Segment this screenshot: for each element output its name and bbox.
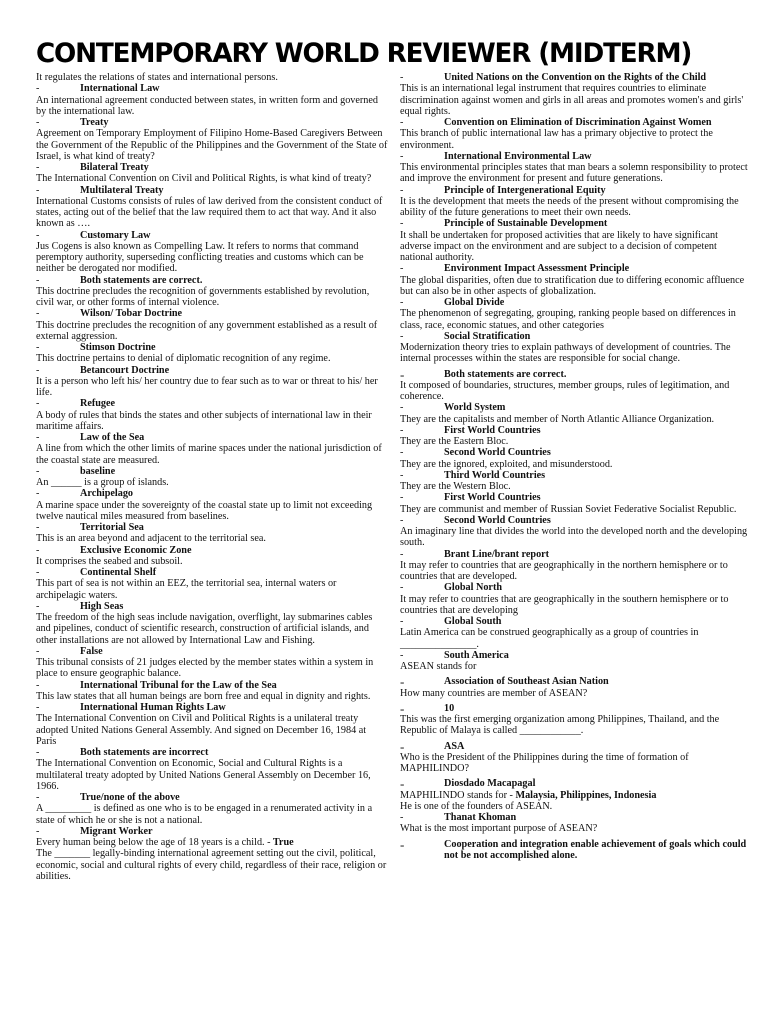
question-text-main: Latin America can be construed geographically as a group of countries in _______________. — [400, 627, 699, 650]
qa-item — [400, 650, 748, 673]
answer-line — [400, 616, 748, 627]
answer-line — [400, 151, 748, 162]
qa-item — [400, 185, 748, 219]
qa-item — [400, 425, 748, 448]
qa-item — [400, 263, 748, 297]
question-text-main: This doctrine precludes the recognition of governments established by revolution, civil war, or other forms of internal violence. — [36, 285, 370, 308]
answer-line — [36, 162, 388, 173]
answer-text: Treaty — [80, 117, 109, 128]
answer-dash: - — [400, 548, 404, 560]
question-text-main: They are the ignored, exploited, and misunderstood. — [400, 458, 613, 470]
answer-line — [36, 342, 388, 353]
question-text — [400, 436, 748, 447]
qa-item — [36, 410, 388, 444]
answer-text: First World Countries — [444, 492, 541, 504]
answer-text: Environment Impact Assessment Principle — [444, 263, 630, 275]
question-text-main: This branch of public international law has a primary objective to protect the environment. — [400, 128, 713, 151]
answer-text: Refugee — [80, 398, 116, 410]
question-text — [400, 128, 748, 151]
answer-text: Both statements are correct. — [444, 368, 567, 380]
answer-dash: - — [36, 792, 40, 803]
question-text — [36, 657, 388, 680]
qa-item — [400, 470, 748, 493]
answer-line — [36, 702, 388, 713]
answer-text: False — [80, 645, 103, 657]
question-text — [400, 162, 748, 185]
question-text-main: It composed of boundaries, structures, member groups, rules of legitimation, and coherence. — [400, 379, 730, 402]
question-text — [400, 275, 748, 298]
answer-text: Thanat Khoman — [444, 812, 517, 823]
question-text — [36, 612, 388, 646]
answer-dash: - — [36, 679, 40, 691]
question-text — [36, 477, 388, 488]
answer-line — [36, 680, 388, 691]
qa-item — [400, 151, 748, 185]
question-text-main: How many countries are member of ASEAN? — [400, 687, 588, 699]
answer-text: Exclusive Economic Zone — [80, 544, 192, 556]
question-text-main: A line from which the other limits of marine spaces under the national jurisdiction of the coastal state are measured. — [36, 443, 382, 466]
answer-line — [400, 738, 748, 754]
answer-text: Multilateral Treaty — [80, 184, 164, 196]
question-text: He is one of the founders of ASEAN. — [400, 800, 553, 812]
qa-item — [36, 533, 388, 556]
answer-dash: - — [36, 162, 40, 173]
question-text-main: This environmental principles states that man bears a solemn responsibility to protect and improve the environment for present and future generations. — [400, 162, 748, 185]
answer-line — [36, 567, 388, 578]
answer-line — [400, 218, 748, 229]
answer-text: Brant Line/brant report — [444, 548, 550, 560]
answer-text: Social Stratification — [444, 330, 531, 342]
qa-item — [36, 713, 388, 758]
answer-dash: - — [36, 342, 40, 353]
answer-dash: - — [400, 776, 405, 792]
answer-line — [36, 432, 388, 443]
qa-item — [400, 515, 748, 549]
qa-item — [36, 376, 388, 410]
answer-text: International Human Rights Law — [80, 702, 226, 713]
answer-dash: - — [36, 432, 40, 443]
answer-dash: - — [400, 72, 404, 83]
question-text-main: This is an area beyond and adjacent to the territorial sea. — [36, 533, 266, 545]
qa-item — [400, 447, 748, 470]
question-text — [400, 308, 748, 331]
answer-dash: - — [36, 398, 40, 410]
answer-text: High Seas — [80, 600, 124, 612]
qa-item — [36, 173, 388, 196]
answer-text: International Law — [80, 83, 160, 95]
answer-dash: - — [400, 330, 404, 342]
answer-dash: - — [400, 674, 405, 690]
answer-dash: - — [36, 747, 40, 758]
question-text — [36, 286, 388, 309]
question-text — [36, 128, 388, 162]
question-text — [400, 459, 748, 470]
qa-item — [36, 803, 388, 837]
question-text-main: A _________ is defined as one who is to be engaged in a renumerated activity in a state of which he or she is not a national. — [36, 803, 373, 826]
answer-line — [36, 398, 388, 409]
question-text-main: They are communist and member of Russian Soviet Federative Socialist Republic. — [400, 503, 737, 515]
question-text-main: It may refer to countries that are geographically in the southern hemisphere or to countries that are developing — [400, 593, 729, 616]
question-text — [400, 627, 748, 650]
answer-line — [36, 488, 388, 499]
question-text — [400, 83, 748, 117]
answer-text: South America — [444, 649, 509, 661]
qa-item — [36, 657, 388, 691]
answer-line — [36, 747, 388, 758]
question-text — [400, 714, 748, 737]
inline-answer: Malaysia, Philippines, Indonesia — [512, 789, 657, 801]
question-text-main: Modernization theory tries to explain pathways of development of countries. The internal processes within the states are responsible for social change. — [400, 342, 731, 365]
answer-line — [36, 601, 388, 612]
answer-dash: - — [36, 544, 40, 556]
answer-dash: - — [400, 616, 404, 627]
answer-text: Principle of Sustainable Development — [444, 218, 608, 230]
qa-item — [36, 241, 388, 286]
answer-dash: - — [400, 117, 404, 128]
question-text — [400, 481, 748, 492]
answer-line — [36, 275, 388, 286]
question-text-main: International Customs consists of rules of law derived from the consistent conduct of states, acting out of the belief that the law required them to act that way. And it also known as …. — [36, 195, 383, 230]
question-text-main: An international agreement conducted between states, in written form and governed by the international law. — [36, 94, 379, 117]
question-text — [400, 380, 748, 403]
answer-text: Diosdado Macapagal — [444, 778, 536, 790]
answer-dash: - — [36, 274, 40, 286]
qa-item — [400, 297, 748, 331]
question-text-main: It regulates the relations of states and international persons. — [36, 72, 278, 83]
answer-text: Third World Countries — [444, 469, 546, 481]
answer-dash: - — [36, 825, 40, 837]
qa-item — [36, 95, 388, 129]
qa-item — [36, 578, 388, 612]
qa-item — [36, 837, 388, 882]
question-text-main: What is the most important purpose of ASEAN? — [400, 823, 598, 835]
question-text-main: Jus Cogens is also known as Compelling Law. It refers to norms that command peremptory authority, superseding conflicting treaties and customs which can be neither be derogated nor modified. — [36, 240, 364, 275]
question-text — [400, 342, 748, 365]
answer-line — [36, 117, 388, 128]
answer-text: First World Countries — [444, 424, 541, 436]
question-text-main: A body of rules that binds the states and other subjects of international law in their maritime affairs. — [36, 409, 372, 432]
answer-dash: - — [400, 424, 404, 436]
answer-line — [400, 425, 748, 436]
question-text-main: ASEAN stands for — [400, 661, 477, 672]
answer-dash: - — [36, 600, 40, 612]
question-text-main: They are the Western Bloc. — [400, 481, 511, 492]
answer-text: Convention on Elimination of Discrimination Against Women — [444, 117, 712, 128]
answer-text: Migrant Worker — [80, 825, 153, 837]
answer-dash: - — [400, 700, 405, 716]
question-text-main: Who is the President of the Philippines during the time of formation of MAPHILINDO? — [400, 751, 689, 774]
question-text — [36, 691, 388, 702]
question-text — [400, 594, 748, 617]
answer-text: Global Divide — [444, 297, 505, 308]
answer-line — [400, 650, 748, 661]
answer-line — [400, 263, 748, 274]
question-text — [400, 504, 748, 515]
answer-line — [36, 230, 388, 241]
answer-text: Association of Southeast Asian Nation — [444, 676, 609, 688]
question-text — [36, 320, 388, 343]
qa-item — [400, 676, 748, 699]
qa-item — [400, 549, 748, 583]
question-text — [400, 414, 748, 425]
qa-item — [36, 443, 388, 477]
answer-line — [400, 366, 748, 382]
answer-line — [400, 117, 748, 128]
question-text-main: This doctrine precludes the recognition of any government established as a result of external aggression. — [36, 319, 378, 342]
qa-item — [400, 738, 748, 775]
question-text — [400, 230, 748, 264]
answer-line — [400, 674, 748, 690]
question-text-main: The International Convention on Civil and Political Rights, is what kind of treaty? — [36, 173, 372, 185]
answer-dash: - — [36, 522, 40, 533]
answer-dash: - — [400, 492, 404, 504]
answer-text: International Environmental Law — [444, 150, 592, 162]
answer-line — [400, 582, 748, 593]
question-text-main: The phenomenon of segregating, grouping, ranking people based on differences in class, race, economic statues, and other categories — [400, 308, 736, 331]
question-text-main: It may refer to countries that are geographically in the northern hemisphere or to countries that are developed. — [400, 559, 728, 582]
question-text — [36, 196, 388, 230]
question-text — [400, 560, 748, 583]
qa-item — [36, 353, 388, 376]
answer-text: Global South — [444, 616, 502, 627]
question-text — [400, 752, 748, 775]
answer-line — [400, 700, 748, 716]
question-text — [36, 376, 388, 399]
question-text — [36, 533, 388, 544]
question-text — [36, 500, 388, 523]
qa-item — [36, 196, 388, 241]
question-text-main: An ______ is a group of islands. — [36, 477, 169, 488]
answer-dash: - — [36, 567, 40, 578]
answer-dash: - — [36, 702, 40, 713]
answer-line — [400, 515, 748, 526]
question-text-main: They are the capitalists and member of North Atlantic Alliance Organization. — [400, 413, 715, 425]
answer-text: Global North — [444, 582, 503, 594]
question-text-main: The International Convention on Civil and Political Rights is a unilateral treaty adopted United Nations General Assembly. And signed on December 16, 1984 at Paris — [36, 713, 367, 747]
question-text-main: The freedom of the high seas include navigation, overflight, lay submarines cables and pipelines, conduct of scientific research, construction of artificial islands, and other installations are not allowed by International Law and Fishing. — [36, 612, 373, 646]
question-text — [36, 713, 388, 747]
question-text — [400, 526, 748, 549]
question-text — [36, 578, 388, 601]
answer-text: United Nations on the Convention on the Rights of the Child — [444, 72, 707, 83]
qa-item — [36, 477, 388, 500]
qa-item — [400, 117, 748, 151]
answer-line — [400, 836, 748, 862]
answer-dash: - — [400, 218, 404, 230]
qa-item — [400, 812, 748, 835]
answer-dash: - — [400, 469, 404, 481]
question-text-main: It is a person who left his/ her country due to fear such as to war or threat to his/ her life. — [36, 375, 378, 398]
question-text-main: It comprises the seabed and subsoil. — [36, 555, 183, 567]
answer-line — [400, 72, 748, 83]
answer-text: Territorial Sea — [80, 522, 144, 533]
answer-dash: - — [36, 465, 40, 477]
qa-item — [400, 72, 748, 117]
answer-dash: - — [36, 229, 40, 241]
qa-item — [400, 836, 748, 862]
qa-item — [36, 612, 388, 657]
question-text-main: This law states that all human beings are born free and equal in dignity and rights. — [36, 690, 371, 702]
question-text-main: This part of sea is not within an EEZ, the territorial sea, internal waters or archipelagic waters. — [36, 578, 337, 601]
answer-text: Continental Shelf — [80, 567, 157, 578]
answer-line — [36, 522, 388, 533]
answer-text: baseline — [80, 465, 116, 477]
answer-dash: - — [400, 582, 404, 594]
qa-item — [36, 128, 388, 173]
answer-dash: - — [400, 836, 405, 852]
question-text-main: This was the first emerging organization among Philippines, Thailand, and the Republic of Malaya is called ____________. — [400, 714, 720, 737]
question-text — [400, 790, 748, 801]
answer-dash: - — [400, 263, 404, 275]
answer-dash: - — [400, 184, 404, 196]
answer-text: Law of the Sea — [80, 432, 145, 443]
answer-dash: - — [36, 308, 40, 320]
answer-line — [400, 776, 748, 792]
answer-line — [36, 466, 388, 477]
answer-dash: - — [400, 447, 404, 459]
question-text-main: A marine space under the sovereignty of the coastal state up to limit not exceeding twelve nautical miles measured from baselines. — [36, 499, 373, 522]
answer-line — [36, 545, 388, 556]
answer-line — [400, 185, 748, 196]
qa-item — [36, 691, 388, 714]
question-text-main: The global disparities, often due to stratification due to differing economic affluence but can also be in other aspects of globalization. — [400, 274, 745, 297]
answer-line — [400, 331, 748, 342]
qa-item — [36, 556, 388, 579]
answer-line — [36, 83, 388, 94]
answer-text: Bilateral Treaty — [80, 162, 149, 173]
question-text — [36, 95, 388, 118]
question-text — [36, 410, 388, 433]
answer-dash: - — [400, 738, 405, 754]
question-text — [36, 72, 388, 83]
question-text — [400, 196, 748, 219]
answer-text: Archipelago — [80, 488, 134, 500]
answer-line — [400, 470, 748, 481]
question-text — [36, 837, 388, 848]
question-text-main: It is the development that meets the needs of the present without compromising the ability of the future generations to meet their own needs. — [400, 195, 739, 218]
question-text — [36, 173, 388, 184]
answer-line — [400, 402, 748, 413]
left-column — [36, 72, 388, 882]
answer-dash: - — [36, 364, 40, 376]
question-text-main: The International Convention on Economic, Social and Cultural Rights is a multilateral treaty adopted by United Nations General Assembly on December 16, 1966. — [36, 758, 371, 792]
question-text-main: This doctrine pertains to denial of diplomatic recognition of any regime. — [36, 353, 331, 365]
answer-line — [36, 365, 388, 376]
qa-item — [400, 492, 748, 515]
answer-dash: - — [400, 366, 405, 382]
answer-line — [400, 447, 748, 458]
qa-item — [36, 286, 388, 320]
answer-text: Both statements are correct. — [80, 274, 203, 286]
answer-dash: - — [400, 402, 404, 414]
answer-dash: - — [400, 297, 404, 308]
qa-item — [36, 500, 388, 534]
answer-line — [36, 826, 388, 837]
question-text — [36, 758, 388, 792]
question-text — [400, 823, 748, 834]
right-column — [400, 72, 748, 861]
answer-text: Second World Countries — [444, 447, 551, 459]
answer-text: True/none of the above — [80, 792, 180, 803]
answer-dash: - — [400, 649, 404, 661]
answer-line — [400, 297, 748, 308]
answer-dash: - — [36, 488, 40, 500]
answer-text: Both statements are incorrect — [80, 747, 209, 758]
question-text-main: It shall be undertaken for proposed activities that are likely to have significant adverse impact on the environment and are subject to a decision of competent national authority. — [400, 229, 718, 263]
qa-item — [36, 72, 388, 95]
answer-dash: - — [400, 812, 404, 823]
answer-text: World System — [444, 402, 506, 414]
answer-dash: - — [400, 150, 404, 162]
question-text — [36, 241, 388, 275]
answer-text: Betancourt Doctrine — [80, 364, 170, 376]
answer-text: International Tribunal for the Law of the Sea — [80, 679, 277, 691]
question-text-main: They are the Eastern Bloc. — [400, 436, 509, 447]
question-text-main: Agreement on Temporary Employment of Filipino Home-Based Caregivers Between the Government of the Republic of the Philippines and the Government of the State of Israel, is what kind of treaty? — [36, 128, 388, 162]
page-title: CONTEMPORARY WORLD REVIEWER (MIDTERM) — [36, 38, 692, 69]
answer-dash: - — [36, 645, 40, 657]
answer-line — [36, 308, 388, 319]
question-text-main: MAPHILINDO stands for - — [400, 789, 513, 801]
answer-line — [400, 492, 748, 503]
answer-line — [400, 812, 748, 823]
answer-line — [36, 185, 388, 196]
answer-dash: - — [36, 117, 40, 128]
answer-line — [36, 792, 388, 803]
question-text — [36, 353, 388, 364]
qa-item — [400, 582, 748, 616]
question-text — [36, 803, 388, 826]
qa-item — [400, 331, 748, 365]
question-text — [400, 661, 748, 672]
qa-item — [36, 320, 388, 354]
answer-text: Cooperation and integration enable achievement of goals which could not be not accomplished alone. — [444, 838, 747, 861]
qa-item — [400, 616, 748, 650]
qa-item — [400, 218, 748, 263]
answer-text: Principle of Intergenerational Equity — [444, 184, 606, 196]
qa-item — [400, 778, 748, 812]
question-text-main: Every human being below the age of 18 years is a child. - — [36, 837, 271, 848]
answer-text: Second World Countries — [444, 514, 551, 526]
answer-text: ASA — [444, 740, 465, 752]
qa-item — [400, 366, 748, 403]
question-text-main: This tribunal consists of 21 judges elected by the member states within a system in place to ensure geographic balance. — [36, 657, 374, 680]
answer-dash: - — [36, 184, 40, 196]
answer-text: Customary Law — [80, 229, 151, 241]
inline-answer: True — [270, 837, 294, 848]
answer-line — [400, 549, 748, 560]
question-text — [400, 688, 748, 699]
question-text — [36, 443, 388, 466]
question-text-main: This is an international legal instrument that requires countries to eliminate discrimination against women and girls in all areas and promotes women's and girls' equal rights. — [400, 83, 744, 117]
answer-line — [36, 646, 388, 657]
qa-item — [400, 402, 748, 425]
answer-dash: - — [400, 514, 404, 526]
qa-item — [400, 700, 748, 737]
question-text: The _______ legally-binding international agreement setting out the civil, political, economic, social and cultural rights of every child, regardless of their race, religion or abilities. — [36, 848, 387, 882]
answer-text: Stimson Doctrine — [80, 342, 156, 353]
question-text-main: An imaginary line that divides the world into the developed north and the developing south. — [400, 526, 748, 549]
answer-dash: - — [36, 83, 40, 95]
answer-text: 10 — [444, 702, 455, 714]
answer-text: Wilson/ Tobar Doctrine — [80, 308, 183, 320]
question-text — [36, 556, 388, 567]
qa-item — [36, 758, 388, 803]
